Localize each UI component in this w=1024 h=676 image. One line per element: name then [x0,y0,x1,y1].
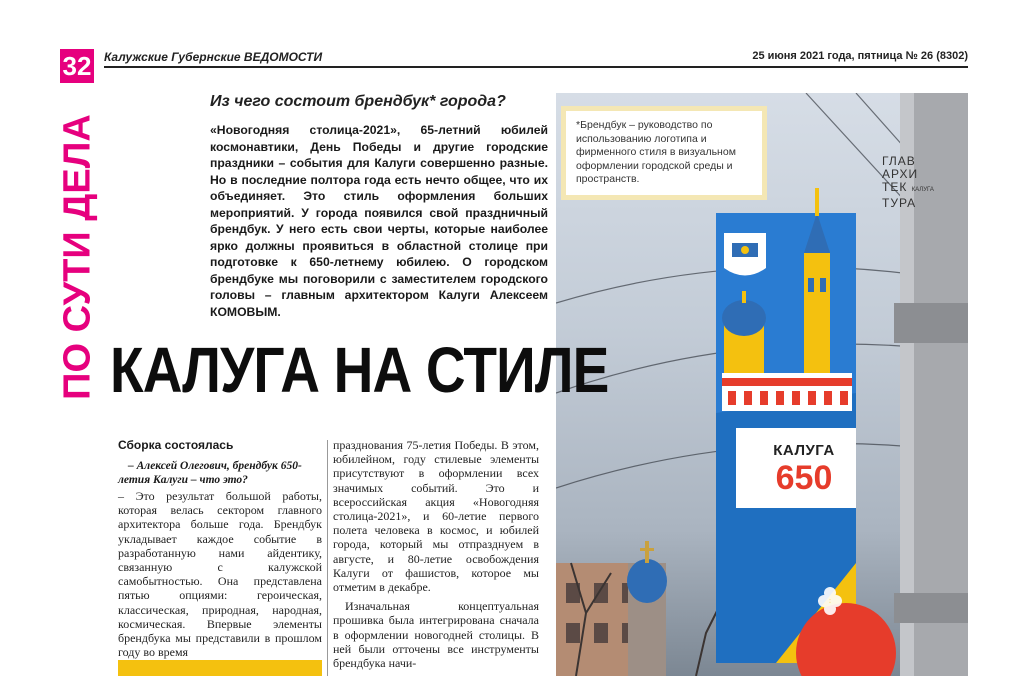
newspaper-title: Калужские Губернские ВЕДОМОСТИ [104,50,323,64]
header-rule [104,66,968,68]
article-lead: «Новогодняя столица-2021», 65-летний юбилей космонавтики, День Победы и другие городские праздники – события для Калуги совершенно разные. Но в последние полтора года есть нечто общее, что их объединяет. Это стиль оформления больших мероприятий. У города появился свой праздничный брендбук. У него есть свои черты, которые наиболее ярко должны проявиться в областной столице при подготовке к 650-летнему юбилею. О городском брендбуке мы поговорили с заместителем городского головы – главным архитектором Калуги Алексеем КОМОВЫМ. [210,123,548,319]
issue-date: 25 июня 2021 года, пятница № 26 (8302) [752,50,968,62]
body-column-2 [333,438,539,670]
interview-question: – Алексей Олегович, брендбук 650-летия Калуги – что это? [118,460,302,486]
yellow-accent-strip [118,660,322,676]
column-divider [327,440,328,676]
page-number: 32 [60,49,94,83]
article-headline: КАЛУГА НА СТИЛЕ [110,334,609,406]
article-kicker: Из чего состоит брендбук* города? [210,93,506,110]
column-2-text-1: празднования 75-летия Победы. В этом, юбилейном, году стилевые элементы присутствуют в оформлении всех значимых событий. Это и всероссийская акция «Новогодняя столица-2021», и 60-летие первого полета человека в космос, и юбилей города, который мы отпразднуем в августе, и 80-летие освобождения Калуги от фашистов, которое мы отметим в декабре. [333,438,539,595]
body-column-1 [118,438,322,659]
banner-city-name: КАЛУГА [773,442,835,459]
banner-label [738,442,870,497]
column-2-text-2: Изначальная концептуальная прошивка была интегрирована сначала в оформлении новогодней столицы. В ней были отточены все инструменты брендбука начи- [333,599,539,671]
logo-line-3: ТЕК КАЛУГА [882,180,934,194]
article-subhead: Сборка состоялась [118,438,234,452]
section-tab [56,92,100,422]
column-1-text: – Это результат большой работы, которая велась сектором главного архитектора больше года. Брендбук укладывает каждое событие в разработанную нами айдентику, связанную с калужской самобытностью. Она представлена пятью опциями: героическая, классическая, природная, народная, космическая. Впервые элементы брендбука мы представили в прошлом году во время [118,489,322,660]
section-title: ПО СУТИ ДЕЛА [56,114,99,400]
logo-small-text: КАЛУГА [911,187,934,193]
logo-line-4: ТУРА [882,196,917,210]
logo-line-2: АРХИ [882,167,919,181]
banner-anniversary-number: 650 [775,459,833,497]
footnote-box: *Брендбук – руководство по использованию логотипа и фирменного стиля в визуальном оформлении городской среды и пространств. [566,111,762,195]
glavarkhitektura-logo [882,155,942,210]
logo-line-1: ГЛАВ [882,154,916,168]
